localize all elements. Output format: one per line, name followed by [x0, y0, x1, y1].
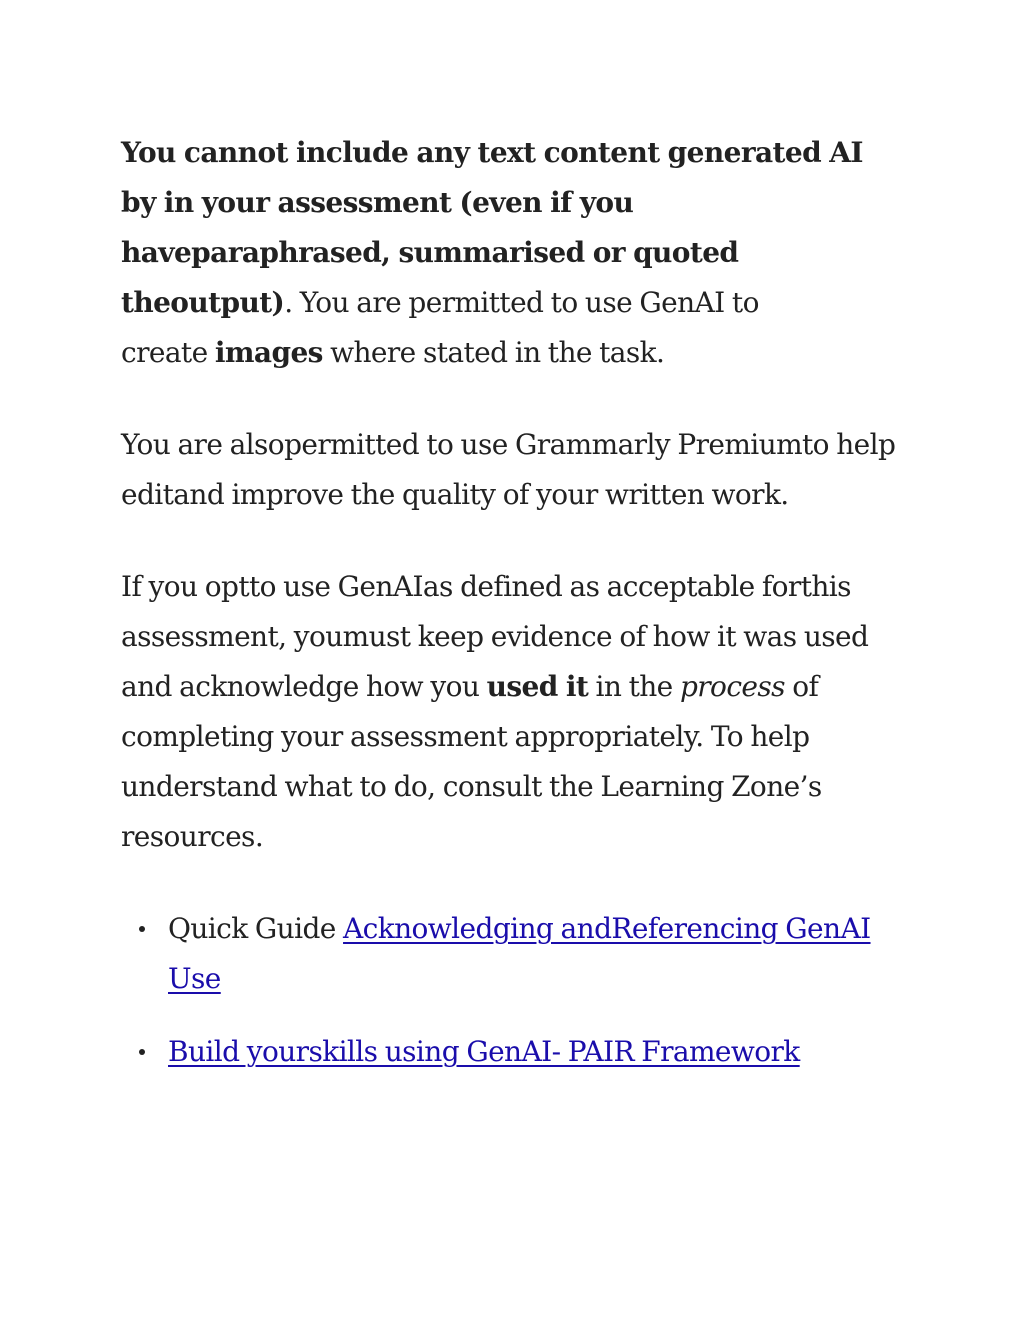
- list-item: [121, 1027, 911, 1077]
- process-italic: process: [679, 670, 785, 703]
- images-bold: images: [214, 336, 323, 369]
- list-item: [121, 904, 911, 1004]
- acknowledge-line-4: completing your assessment appropriately. To help: [121, 720, 810, 753]
- bullet-icon: [139, 1049, 145, 1055]
- restriction-bold-line-1: You cannot include any text content generated AI: [121, 136, 863, 169]
- genai-restriction-paragraph: [121, 128, 911, 378]
- create-text: create: [121, 336, 215, 369]
- acknowledge-line-1: If you optto use GenAIas defined as acceptable forthis: [121, 570, 851, 603]
- used-it-bold: used it: [486, 670, 589, 703]
- acknowledge-line-5: understand what to do, consult the Learning Zone’s: [121, 770, 822, 803]
- restriction-bold-line-3: haveparaphrased, summarised or quoted: [121, 236, 739, 269]
- quick-guide-label: Quick Guide: [168, 912, 344, 945]
- acknowledge-line-3-pre: and acknowledge how you: [121, 670, 487, 703]
- grammarly-paragraph: [121, 420, 911, 520]
- grammarly-line-2: editand improve the quality of your written work.: [121, 478, 789, 511]
- acknowledge-line-6: resources.: [121, 820, 264, 853]
- pair-framework-link[interactable]: Build yourskills using GenAI- PAIR Framework: [168, 1035, 800, 1068]
- acknowledging-referencing-genai-link[interactable]: Acknowledging andReferencing GenAI: [343, 912, 871, 945]
- grammarly-line-1: You are alsopermitted to use Grammarly Premiumto help: [121, 428, 896, 461]
- acknowledge-paragraph: [121, 562, 911, 862]
- document-body: [121, 128, 911, 1077]
- acknowledge-line-3-post: of: [784, 670, 819, 703]
- restriction-bold-line-4: theoutput): [121, 286, 285, 319]
- resource-links-list: [121, 904, 911, 1077]
- acknowledge-line-3-mid: in the: [588, 670, 680, 703]
- acknowledge-line-2: assessment, youmust keep evidence of how it was used: [121, 620, 869, 653]
- permission-text: . You are permitted to use GenAI to: [284, 286, 759, 319]
- restriction-bold-line-2: by in your assessment (even if you: [121, 186, 634, 219]
- where-stated-text: where stated in the task.: [322, 336, 665, 369]
- acknowledging-referencing-genai-link-cont[interactable]: Use: [168, 962, 221, 995]
- bullet-icon: [139, 926, 145, 932]
